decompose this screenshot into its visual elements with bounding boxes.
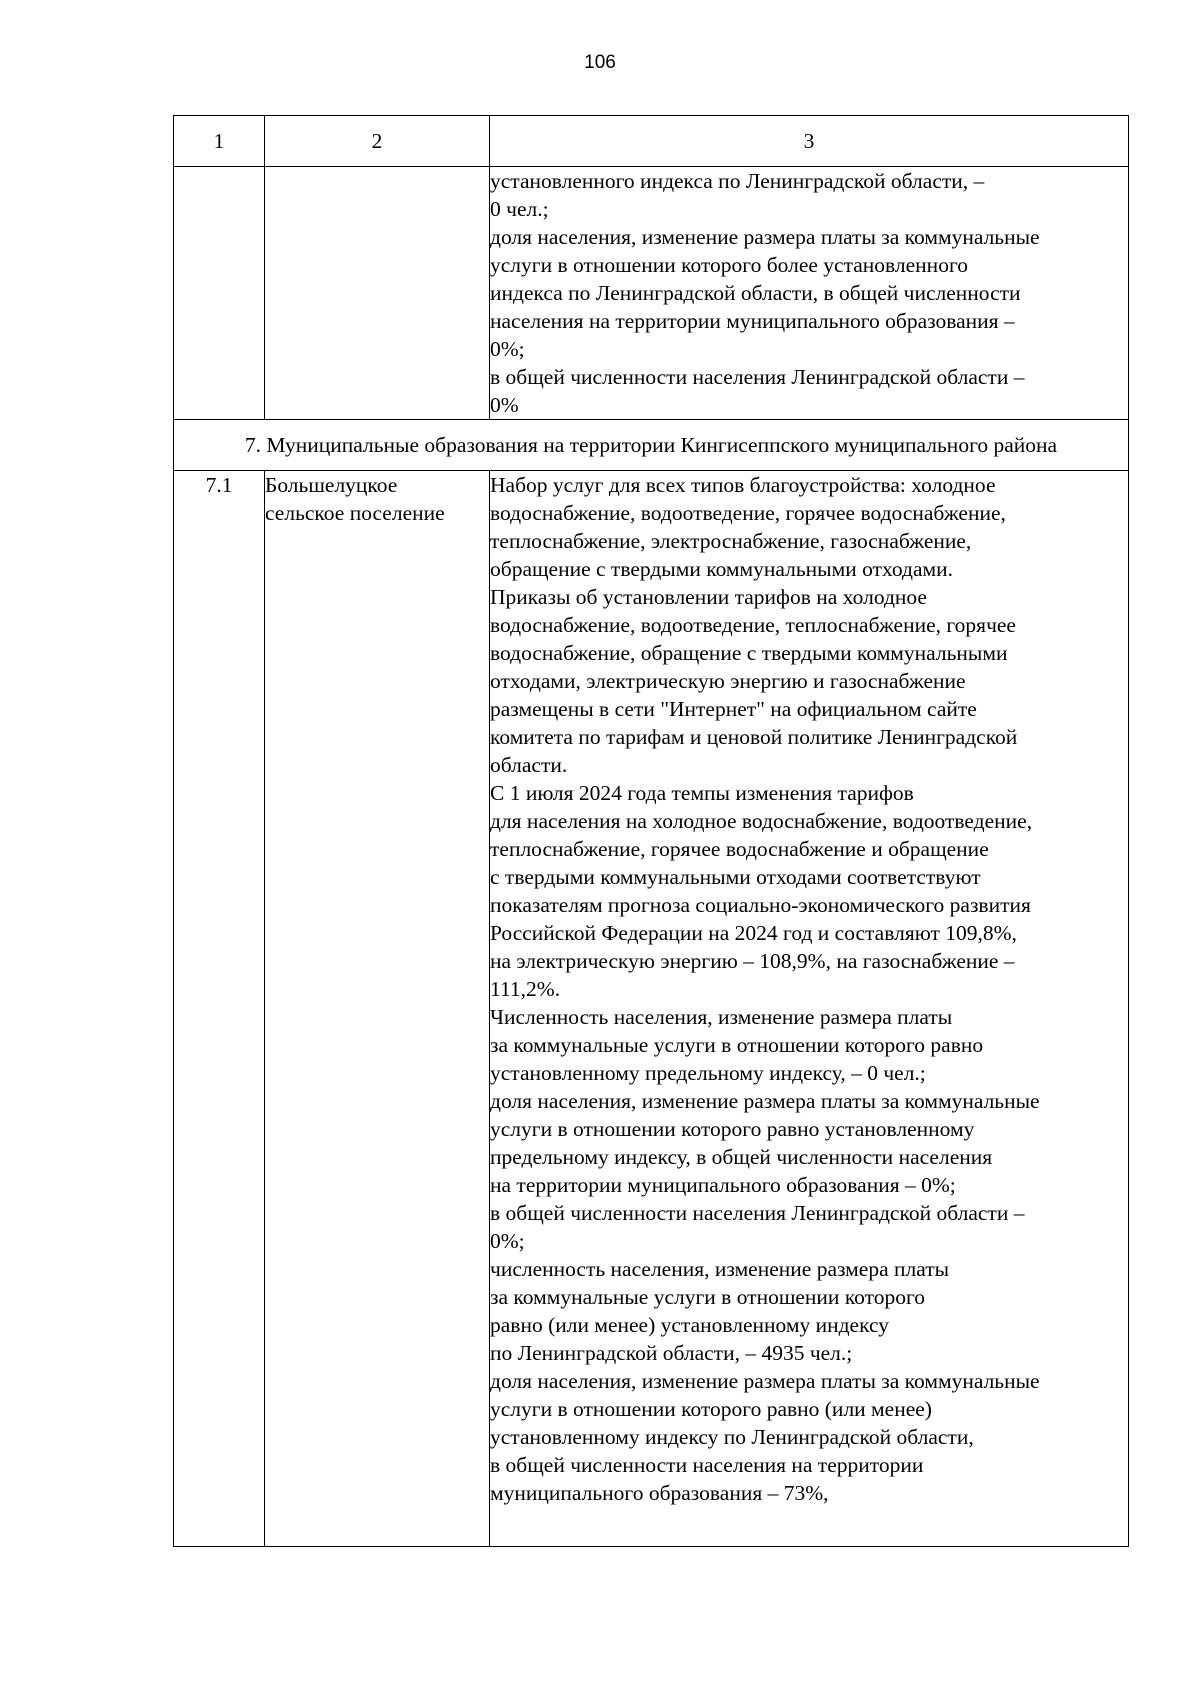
continuation-row <box>174 167 1129 420</box>
page-number: 106 <box>584 52 616 73</box>
text-line: предельному индексу, в общей численности населения <box>490 1145 993 1169</box>
text-line: Набор услуг для всех типов благоустройства: холодное <box>490 473 996 497</box>
text-line: равно (или менее) установленному индексу <box>490 1313 890 1337</box>
table-row <box>174 471 1129 1547</box>
continuation-number-cell <box>174 167 265 420</box>
text-line: 0 чел.; <box>490 197 549 221</box>
text-line: установленному индексу по Ленинградской области, <box>490 1425 974 1449</box>
text-line: установленного индекса по Ленинградской области, – <box>490 169 985 193</box>
text-line: услуги в отношении которого равно (или менее) <box>490 1397 932 1421</box>
text-line: водоснабжение, водоотведение, горячее водоснабжение, <box>490 501 1006 525</box>
section-row <box>174 420 1129 471</box>
text-line: за коммунальные услуги в отношении которого равно <box>490 1033 984 1057</box>
text-line: отходами, электрическую энергию и газоснабжение <box>490 669 966 693</box>
continuation-name-cell <box>265 167 490 420</box>
text-line: Приказы об установлении тарифов на холодное <box>490 585 927 609</box>
text-line: в общей численности населения Ленинградской области – <box>490 365 1025 389</box>
text-line: водоснабжение, обращение с твердыми коммунальными <box>490 641 1008 665</box>
text-line: для населения на холодное водоснабжение, водоотведение, <box>490 809 1033 833</box>
text-line: услуги в отношении которого равно установленному <box>490 1117 975 1141</box>
row-number: 7.1 <box>174 471 265 1547</box>
settlement-name <box>265 471 490 1547</box>
text-line: 111,2%. <box>490 977 561 1001</box>
text-line: доля населения, изменение размера платы за коммунальные <box>490 1369 1040 1393</box>
text-line: 0%; <box>490 1229 525 1253</box>
text-line: комитета по тарифам и ценовой политике Ленинградской <box>490 725 1018 749</box>
text-line: установленному предельному индексу, – 0 чел.; <box>490 1061 926 1085</box>
column-header-1: 1 <box>174 116 265 167</box>
settlement-name-line: Большелуцкое <box>265 473 398 497</box>
text-line: на электрическую энергию – 108,9%, на газоснабжение – <box>490 949 1015 973</box>
text-line: обращение с твердыми коммунальными отходами. <box>490 557 953 581</box>
text-line: за коммунальные услуги в отношении которого <box>490 1285 926 1309</box>
text-line: теплоснабжение, электроснабжение, газоснабжение, <box>490 529 972 553</box>
text-line: в общей численности населения Ленинградской области – <box>490 1201 1025 1225</box>
text-line: 0% <box>490 393 519 417</box>
text-line: с твердыми коммунальными отходами соответствуют <box>490 865 981 889</box>
column-header-2: 2 <box>265 116 490 167</box>
text-line: показателям прогноза социально-экономического развития <box>490 893 1031 917</box>
text-line: доля населения, изменение размера платы за коммунальные <box>490 225 1040 249</box>
section-title: 7. Муниципальные образования на территории Кингисеппского муниципального района <box>174 420 1129 471</box>
text-line: на территории муниципального образования – 0%; <box>490 1173 956 1197</box>
row-description <box>490 471 1129 1547</box>
text-line: области. <box>490 753 568 777</box>
table-header-row <box>174 116 1129 167</box>
text-line: 0%; <box>490 337 525 361</box>
column-header-3: 3 <box>490 116 1129 167</box>
text-line: муниципального образования – 73%, <box>490 1481 829 1505</box>
text-line: по Ленинградской области, – 4935 чел.; <box>490 1341 853 1365</box>
text-line: доля населения, изменение размера платы за коммунальные <box>490 1089 1040 1113</box>
text-line: Численность населения, изменение размера платы <box>490 1005 953 1029</box>
text-line: индекса по Ленинградской области, в общей численности <box>490 281 1021 305</box>
text-line: водоснабжение, водоотведение, теплоснабжение, горячее <box>490 613 1016 637</box>
text-line: С 1 июля 2024 года темпы изменения тарифов <box>490 781 914 805</box>
continuation-text-cell <box>490 167 1129 420</box>
text-line: теплоснабжение, горячее водоснабжение и обращение <box>490 837 989 861</box>
text-line: размещены в сети "Интернет" на официальном сайте <box>490 697 977 721</box>
settlement-name-line: сельское поселение <box>265 501 445 525</box>
text-line: численность населения, изменение размера платы <box>490 1257 950 1281</box>
text-line: услуги в отношении которого более установленного <box>490 253 968 277</box>
text-line: в общей численности населения на территории <box>490 1453 924 1477</box>
text-line: населения на территории муниципального образования – <box>490 309 1015 333</box>
document-table <box>173 115 1129 1547</box>
text-line: Российской Федерации на 2024 год и составляют 109,8%, <box>490 921 1017 945</box>
